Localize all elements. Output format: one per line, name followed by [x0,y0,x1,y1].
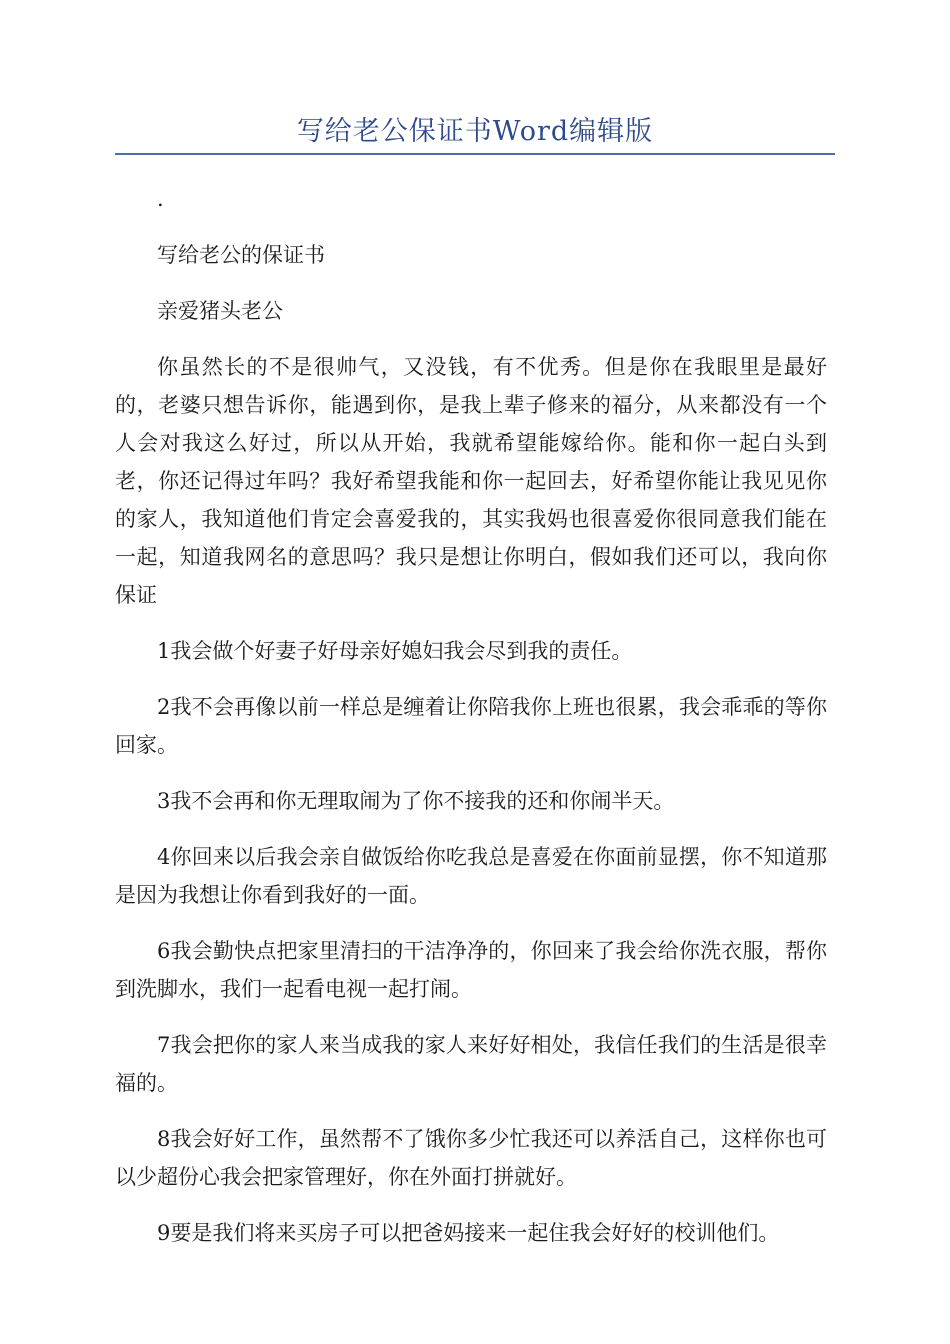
document-title: 写给老公保证书Word编辑版 [296,116,654,147]
promise-item: 1我会做个好妻子好母亲好媳妇我会尽到我的责任。 [157,639,633,663]
promise-item: 6我会勤快点把家里清扫的干洁净净的，你回来了我会给你洗衣服，帮你到洗脚水，我们一起看电视一起打闹。 [115,939,827,1001]
document-body [115,180,827,1270]
promise-item: 9要是我们将来买房子可以把爸妈接来一起住我会好好的校训他们。 [157,1221,780,1245]
promise-item: 4你回来以后我会亲自做饭给你吃我总是喜爱在你面前显摆，你不知道那是因为我想让你看到我好的一面。 [115,845,827,907]
promise-item: 3我不会再和你无理取闹为了你不接我的还和你闹半天。 [157,789,675,813]
title-underline [115,153,835,155]
section-heading: 写给老公的保证书 [157,243,325,267]
stray-dot: . [157,187,164,211]
intro-paragraph: 你虽然长的不是很帅气，又没钱，有不优秀。但是你在我眼里是最好的，老婆只想告诉你，能遇到你，是我上辈子修来的福分，从来都没有一个人会对我这么好过，所以从开始，我就希望能嫁给你。能和你一起白头到老，你还记得过年吗？我好希望我能和你一起回去，好希望你能让我见见你的家人，我知道他们肯定会喜爱我的，其实我妈也很喜爱你很同意我们能在一起，知道我网名的意思吗？我只是想让你明白，假如我们还可以，我向你保证 [115,355,827,607]
promise-item: 2我不会再像以前一样总是缠着让你陪我你上班也很累，我会乖乖的等你回家。 [115,695,827,757]
promise-item: 8我会好好工作，虽然帮不了饿你多少忙我还可以养活自己，这样你也可以少超份心我会把家管理好，你在外面打拼就好。 [115,1127,827,1189]
salutation: 亲爱猪头老公 [157,299,283,323]
promise-item: 7我会把你的家人来当成我的家人来好好相处，我信任我们的生活是很幸福的。 [115,1033,827,1095]
